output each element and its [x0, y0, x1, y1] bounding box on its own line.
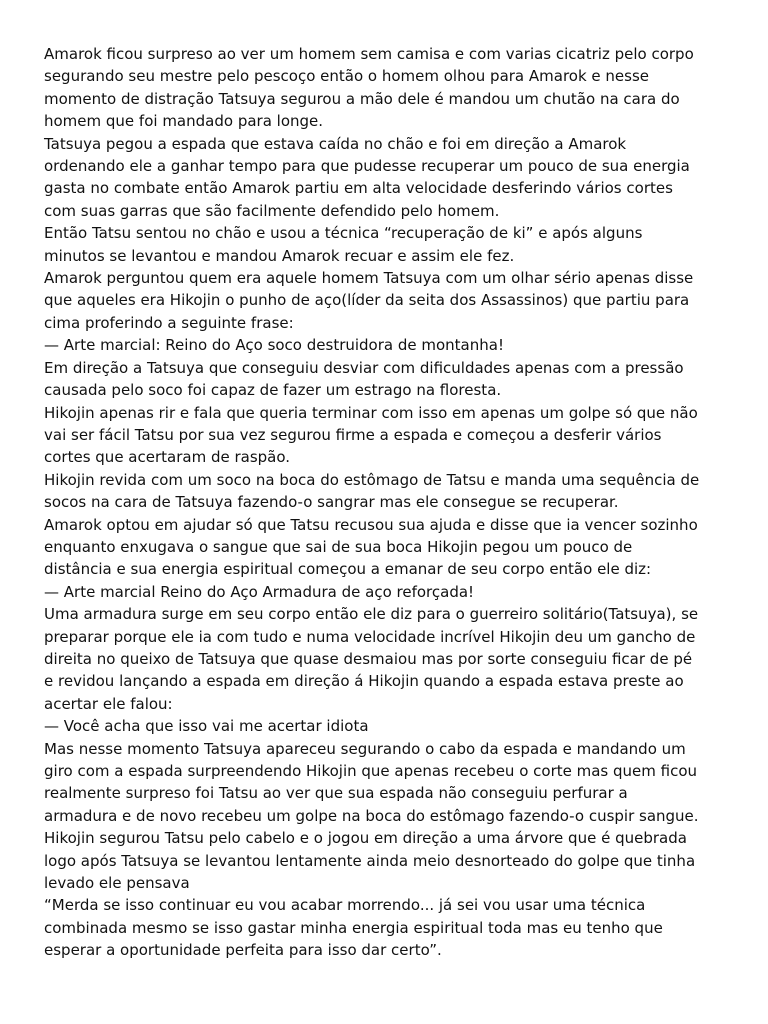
story-text: [44, 43, 734, 962]
text-line: Em direção a Tatsuya que conseguiu desviar com dificuldades apenas com a pressão: [44, 358, 684, 377]
text-line: esperar a oportunidade perfeita para isso dar certo”.: [44, 941, 442, 960]
text-line: giro com a espada surpreendendo Hikojin que apenas recebeu o corte mas quem ficou: [44, 762, 698, 780]
text-line: — Arte marcial: Reino do Aço soco destruidora de montanha!: [44, 336, 504, 355]
text-line: e revidou lançando a espada em direção á Hikojin quando a espada estava preste ao: [44, 672, 684, 691]
text-line: Mas nesse momento Tatsuya apareceu segurando o cabo da espada e mandando um: [44, 739, 686, 758]
text-line: Hikojin segurou Tatsu pelo cabelo e o jogou em direção a uma árvore que é quebrada: [44, 829, 687, 848]
text-line: acertar ele falou:: [44, 694, 173, 713]
text-line: homem que foi mandado para longe.: [44, 112, 324, 131]
text-line: Amarok optou em ajudar só que Tatsu recusou sua ajuda e disse que ia vencer sozinho: [44, 515, 698, 534]
text-line: combinada mesmo se isso gastar minha energia espiritual toda mas eu tenho que: [44, 918, 663, 937]
text-line: minutos se levantou e mandou Amarok recuar e assim ele fez.: [44, 246, 515, 265]
text-line: Amarok ficou surpreso ao ver um homem sem camisa e com varias cicatriz pelo corpo: [44, 45, 694, 63]
text-line: que aqueles era Hikojin o punho de aço(líder da seita dos Assassinos) que partiu para: [44, 291, 690, 310]
text-line: momento de distração Tatsuya segurou a mão dele é mandou um chutão na cara do: [44, 89, 680, 108]
text-line: com suas garras que são facilmente defendido pelo homem.: [44, 201, 500, 220]
text-line: direita no queixo de Tatsuya que quase desmaiou mas por sorte conseguiu ficar de pé: [44, 649, 693, 668]
text-line: enquanto enxugava o sangue que sai de sua boca Hikojin pegou um pouco de: [44, 537, 633, 556]
text-line: “Merda se isso continuar eu vou acabar morrendo... já sei vou usar uma técnica: [44, 896, 646, 915]
text-line: Hikojin revida com um soco na boca do estômago de Tatsu e manda uma sequência de: [44, 470, 700, 489]
text-line: logo após Tatsuya se levantou lentamente ainda meio desnorteado do golpe que tinha: [44, 851, 696, 870]
text-line: causada pelo soco foi capaz de fazer um estrago na floresta.: [44, 381, 502, 400]
text-line: gasta no combate então Amarok partiu em alta velocidade desferindo vários cortes: [44, 179, 673, 198]
text-line: segurando seu mestre pelo pescoço então o homem olhou para Amarok e nesse: [44, 67, 650, 86]
text-line: distância e sua energia espiritual começou a emanar de seu corpo então ele diz:: [44, 560, 652, 579]
text-line: Hikojin apenas rir e fala que queria terminar com isso em apenas um golpe só que não: [44, 403, 698, 422]
text-line: cima proferindo a seguinte frase:: [44, 313, 294, 332]
text-line: Amarok perguntou quem era aquele homem Tatsuya com um olhar sério apenas disse: [44, 269, 694, 288]
text-line: armadura e de novo recebeu um golpe na boca do estômago fazendo-o cuspir sangue.: [44, 806, 699, 825]
text-line: ordenando ele a ganhar tempo para que pudesse recuperar um pouco de sua energia: [44, 157, 690, 176]
text-line: Tatsuya pegou a espada que estava caída no chão e foi em direção a Amarok: [44, 134, 627, 153]
text-line: cortes que acertaram de raspão.: [44, 448, 291, 467]
text-line: — Arte marcial Reino do Aço Armadura de aço reforçada!: [44, 582, 475, 601]
text-line: realmente surpreso foi Tatsu ao ver que sua espada não conseguiu perfurar a: [44, 784, 628, 803]
text-line: socos na cara de Tatsuya fazendo-o sangrar mas ele consegue se recuperar.: [44, 493, 619, 512]
text-line: preparar porque ele ia com tudo e numa velocidade incrível Hikojin deu um gancho de: [44, 627, 696, 646]
text-line: Uma armadura surge em seu corpo então ele diz para o guerreiro solitário(Tatsuya), se: [44, 605, 699, 624]
text-line: levado ele pensava: [44, 874, 190, 893]
text-line: Então Tatsu sentou no chão e usou a técnica “recuperação de ki” e após alguns: [44, 224, 643, 243]
text-line: vai ser fácil Tatsu por sua vez segurou firme a espada e começou a desferir vários: [44, 425, 662, 444]
text-line: — Você acha que isso vai me acertar idiota: [44, 717, 369, 736]
